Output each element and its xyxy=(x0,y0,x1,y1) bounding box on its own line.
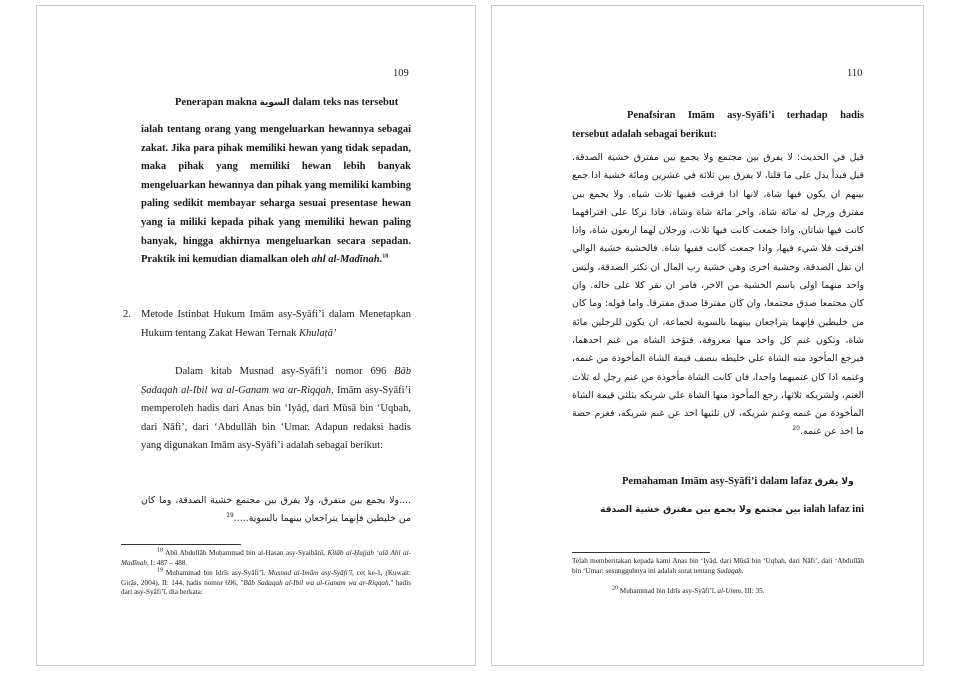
footnote-19 xyxy=(121,569,411,598)
footnote-number: 20 xyxy=(612,585,618,592)
footnote-italic: Musnad al-Imām asy-Syāfi’ī, xyxy=(267,569,354,577)
footnote-text-end: " hadis dari asy-Syāfi’ī, dia berkata: xyxy=(121,578,412,597)
section-heading xyxy=(175,94,415,113)
list-item-italic: Khulaṭā’ xyxy=(298,327,337,339)
right-page xyxy=(491,5,924,666)
footnote-text: Telah memberitakan kepada kami Anas bin ‘Iyāḍ, dari Mūsā bin ‘Uqbah, dari Nāfi’, dari ‘Abdullāh bin ‘Umar: sesungguhnya ini adalah surat tentang xyxy=(572,557,864,575)
list-item xyxy=(141,306,411,343)
arabic-commentary xyxy=(572,149,864,442)
footnote-divider xyxy=(121,544,241,545)
paragraph-text: ialah tentang orang yang mengeluarkan hewannya sebagai zakat. Jika para pihak memiliki hewan yang tidak sepadan, maka pihak yang memiliki hewan lebih banyak mengeluarkan hewannya dan pihak yang memiliki kambing paling sedikit membayar seharga sesuai presentase hewan yang ia miliki kepada pihak yang memiliki hewan paling banyak, hingga akhirnya mengeluarkan secara sepadan. Praktik ini kemudian diamalkan oleh xyxy=(141,124,411,266)
footnote-italic: al-Umm, xyxy=(717,587,743,595)
arabic-text: ....ولا يجمع بين متفرق، ولا يفرق بين مجتمع خشية الصدقة، وما كان من خليطين فإنهما يتراجعان بينهما بالسوية..... xyxy=(141,495,411,525)
section-heading xyxy=(572,107,864,144)
list-item-text: Metode Istinbat Hukum Imām asy-Syāfi’i dalam Menetapkan Hukum tentang Zakat Hewan Ternak xyxy=(141,309,411,339)
heading-text: Pemahaman Imām asy-Syāfi’i dalam lafaz xyxy=(622,476,813,487)
footnote-20 xyxy=(572,587,864,597)
paragraph-text: Dalam kitab Musnad asy-Syāfi’i nomor 696 xyxy=(175,366,387,377)
footnote-text: Abū Abdullāh Muḥammad bin al-Ḥasan asy-Syaibānī, xyxy=(165,549,325,557)
arabic-inline-line xyxy=(572,501,864,520)
footnote-ref: 19 xyxy=(226,512,234,520)
paragraph-italic: Bāb Ṣadaqah al-Ibil wa al-Ganam wa ar-Riqqah, xyxy=(141,366,411,396)
footnote-text-end: III: 35. xyxy=(744,587,765,595)
footnote-number: 19 xyxy=(157,567,163,574)
page-number: 110 xyxy=(847,68,863,79)
line-arabic: بين مجتمع ولا يجمع بين مفترق خشية الصدقة xyxy=(600,505,801,515)
heading-arabic: ولا يفرق xyxy=(814,477,854,487)
paragraph-1 xyxy=(141,121,411,270)
paragraph-italic: ahl al-Madīnah. xyxy=(311,254,383,266)
footnote-italic: Kitāb al-Ḥujjah ‘alā Ahl al-Madīnah, xyxy=(121,549,412,567)
heading-text: Penafsiran Imām asy-Syāfi’i terhadap hadis tersebut adalah sebagai berikut: xyxy=(572,110,864,140)
page-number: 109 xyxy=(393,68,409,79)
heading-text-end: dalam teks nas tersebut xyxy=(292,97,399,108)
footnote-text: Muhammad bin Idrīs asy-Syāfi’ī, xyxy=(165,569,266,577)
line-text: ialah lafaz ini xyxy=(803,504,864,515)
arabic-text: قيل في الحديث: لا يفرق بين مجتمع ولا يجمع بين مفترق خشية الصدقة. قيل فبدأ يدل على ما قلنا، لا يفرق بين ثلاثة في عشرين ومائة خشية اذا جمع بينهم ان يكون فيها شاة، لانها اذا فرقت ففيها ثلاث شياه. ولا يجمع بين مفترق ورجل له مائة شاة، واخر مائة شاة وشاة، فاذا تركا على افتراقهما كانت فيها شاتان، واذا جمعت كانت فيها ثلاث، ورجلان لهما اربعون شاة، واذا افترقت فلا شيء فيها، واذا جمعت كانت ففيها شاة. فالخشية خشية الوالي ان تقل الصدقة، وخشية اخرى وهي خشية رب المال ان تكثر الصدقة، وليس واحد منهما اولى باسم الخشية من الاخر، فامر ان نقر كلا على حاله. وان كان مجتمعا صدق مجتمعا، وان كان مفترقا صدق مفترقا. واما قوله: وما كان من خليطين فإنهما يتراجعان بينهما بالسوية لجماعة، ان يكون للرجلين مائة شاة، وتكون غنم كل واحد منها معروفة، فتؤخذ الشاة من غنم احدهما، فيرجع المأخوذ منه الشاة علي خليطه بنصف قيمة الشاة المأخوذة من غنمه، وغنمه اذا كان غنميهما واحدا، فان كانت الشاة مأخوذة من غنم رجل له ثلاث الغنم، ولشريكه ثلاثها، رجع المأخوذ منها الشاة علي شريكه بثلثي قيمة الشاة المأخوذة من غنمه وغنم شريكه، لان ثلثيها اخذ عن غنم شريكه، فغرم حصة ما اخذ عن غنمه. xyxy=(572,152,864,438)
footnote-continued xyxy=(572,557,864,576)
footnote-18 xyxy=(121,549,411,568)
paragraph-2 xyxy=(141,363,411,456)
left-page xyxy=(36,5,476,666)
footnote-ref: 18 xyxy=(382,253,389,260)
footnote-number: 18 xyxy=(157,547,163,554)
footnote-text-end: I: 487 – 488. xyxy=(150,558,188,567)
footnote-text: Muhammad bin Idrīs asy-Syāfi’ī, xyxy=(619,587,716,595)
footnote-ref: 20 xyxy=(792,425,800,433)
paragraph-text-end: Imām asy-Syāfi’i memperoleh hadis dari Anas bin ‘Iyāḍ, dari Mūsā bin ‘Uqbah, dari Nāfi’, dari ‘Abdullāh bin ‘Umar. Adapun redaksi hadis yang digunakan Imām asy-Syāfi’i adalah sebagai berikut: xyxy=(141,384,412,452)
heading-text: Penerapan makna xyxy=(175,97,257,108)
footnote-text-mid: cet ke-1, (Kuwait: Girās, 2004), II: 144, hadis nomor 696, " xyxy=(121,569,412,587)
footnote-divider xyxy=(572,552,710,553)
list-number: 2. xyxy=(123,309,131,320)
footnote-italic-2: Bāb Ṣadaqah al-Ibil wa al-Ganam wa ar-Riqqah, xyxy=(243,578,391,587)
footnote-italic: Ṣadaqah. xyxy=(716,566,744,575)
section-heading-2 xyxy=(622,473,864,492)
heading-arabic: السوية xyxy=(259,98,290,108)
arabic-quote xyxy=(141,492,411,529)
